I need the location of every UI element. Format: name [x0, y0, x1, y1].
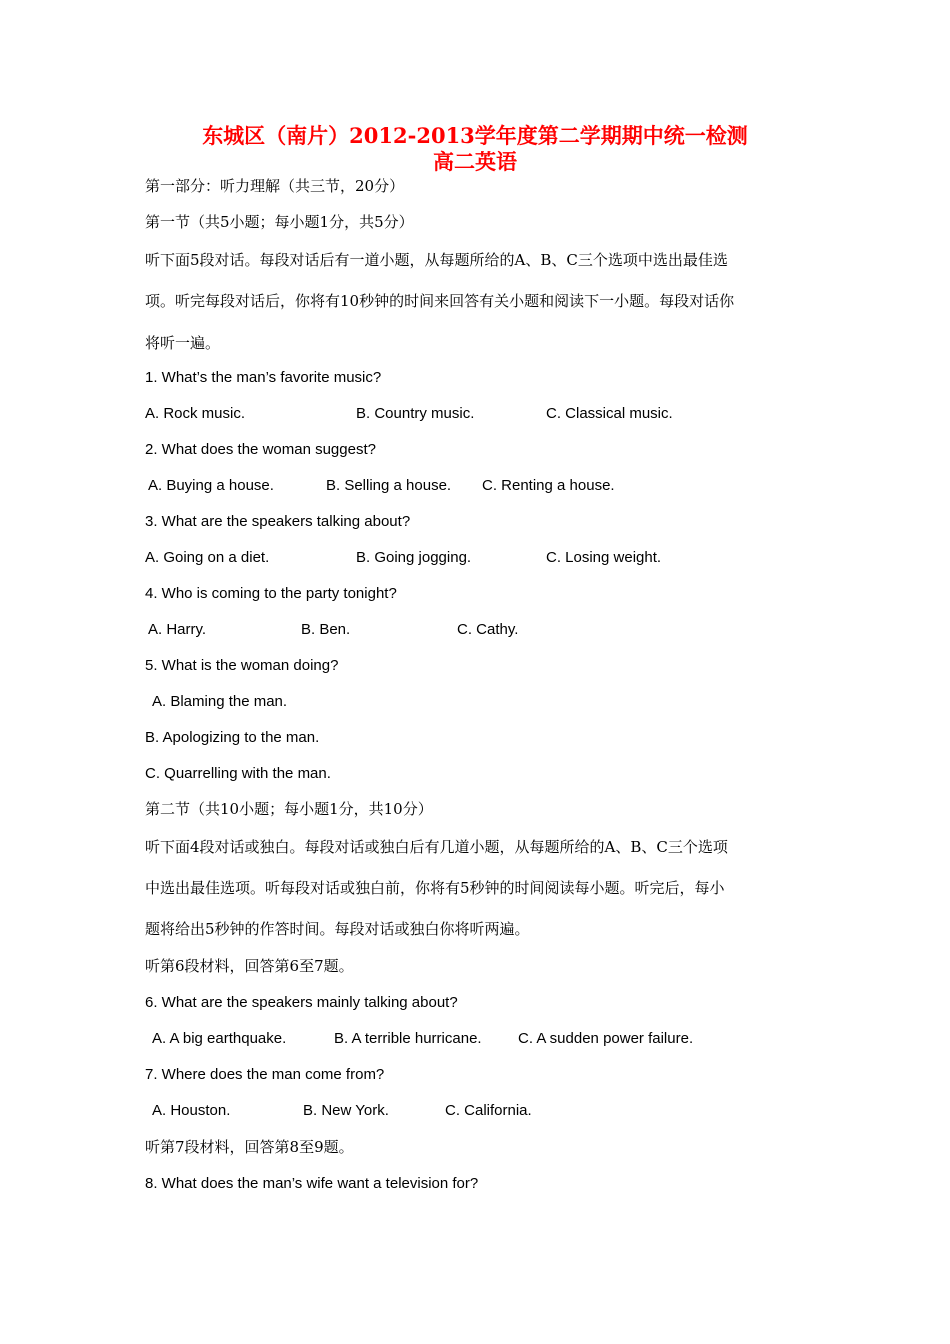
question-5-option-a: A. Blaming the man. — [152, 693, 288, 710]
question-7-stem: 7. Where does the man come from? — [145, 1066, 385, 1083]
question-4-option-c: C. Cathy. — [457, 621, 519, 638]
question-6-stem: 6. What are the speakers mainly talking about? — [145, 994, 458, 1011]
document-title: 东城区（南片）2012-2013学年度第二学期期中统一检测 — [202, 123, 748, 148]
question-1-stem: 1. What’s the man’s favorite music? — [145, 369, 382, 386]
question-4-option-b: B. Ben. — [301, 621, 351, 638]
question-1-option-b: B. Country music. — [356, 405, 475, 422]
material-7-note: 听第7段材料，回答第8至9题。 — [145, 1138, 354, 1156]
question-6-option-b: B. A terrible hurricane. — [334, 1030, 482, 1047]
document-subtitle: 高二英语 — [433, 149, 517, 174]
question-7-option-c: C. California. — [445, 1102, 532, 1119]
section2-instruction-line2: 中选出最佳选项。听每段对话或独白前，你将有5秒钟的时间阅读每小题。听完后，每小 — [145, 879, 725, 897]
question-2-stem: 2. What does the woman suggest? — [145, 441, 376, 458]
question-4-stem: 4. Who is coming to the party tonight? — [145, 585, 397, 602]
question-2-option-b: B. Selling a house. — [326, 477, 452, 494]
section1-instruction-line2: 项。听完每段对话后，你将有10秒钟的时间来回答有关小题和阅读下一小题。每段对话你 — [145, 292, 735, 310]
question-3-option-b: B. Going jogging. — [356, 549, 472, 566]
question-3-stem: 3. What are the speakers talking about? — [145, 513, 411, 530]
material-6-note: 听第6段材料，回答第6至7题。 — [145, 957, 354, 975]
question-5-stem: 5. What is the woman doing? — [145, 657, 339, 674]
question-7-option-a: A. Houston. — [152, 1102, 231, 1119]
question-6-option-a: A. A big earthquake. — [152, 1030, 287, 1047]
question-2-option-c: C. Renting a house. — [482, 477, 615, 494]
section1-instruction-line1: 听下面5段对话。每段对话后有一道小题，从每题所给的A、B、C三个选项中选出最佳选 — [145, 251, 728, 269]
question-5-option-c: C. Quarrelling with the man. — [145, 765, 331, 782]
question-6-option-c: C. A sudden power failure. — [518, 1030, 694, 1047]
question-7-option-b: B. New York. — [303, 1102, 389, 1119]
section1-instruction-line3: 将听一遍。 — [145, 334, 221, 352]
question-2-option-a: A. Buying a house. — [148, 477, 274, 494]
question-3-option-c: C. Losing weight. — [546, 549, 662, 566]
question-3-option-a: A. Going on a diet. — [145, 549, 270, 566]
question-8-stem: 8. What does the man’s wife want a television for? — [145, 1175, 479, 1192]
section1-heading: 第一节（共5小题；每小题1分，共5分） — [145, 213, 414, 231]
question-1-option-a: A. Rock music. — [145, 405, 246, 422]
section2-instruction-line1: 听下面4段对话或独白。每段对话或独白后有几道小题，从每题所给的A、B、C三个选项 — [145, 838, 728, 856]
part1-heading: 第一部分：听力理解（共三节，20分） — [145, 177, 405, 195]
question-1-option-c: C. Classical music. — [546, 405, 673, 422]
question-4-option-a: A. Harry. — [148, 621, 207, 638]
question-5-option-b: B. Apologizing to the man. — [145, 729, 320, 746]
section2-heading: 第二节（共10小题；每小题1分，共10分） — [145, 800, 433, 818]
section2-instruction-line3: 题将给出5秒钟的作答时间。每段对话或独白你将听两遍。 — [145, 920, 530, 938]
